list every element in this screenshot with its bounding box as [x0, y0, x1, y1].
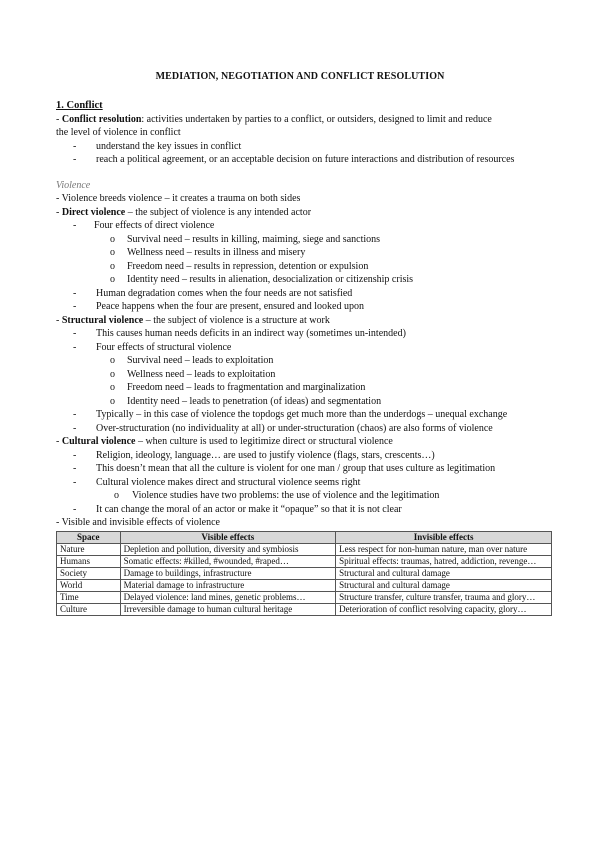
- table-cell: World: [57, 579, 121, 591]
- table-cell: Material damage to infrastructure: [120, 579, 336, 591]
- list-item: - This doesn’t mean that all the culture is violent for one man / group that uses culture as legitimation: [73, 463, 496, 474]
- o-marker: o: [110, 355, 115, 366]
- table-cell: Humans: [57, 555, 121, 567]
- effects-table: [56, 531, 552, 616]
- table-row: [57, 543, 552, 555]
- table-cell: Delayed violence: land mines, genetic problems…: [120, 591, 336, 603]
- table-cell: Structural and cultural damage: [336, 567, 552, 579]
- definition-term: Conflict resolution: [61, 113, 142, 125]
- table-row: [57, 591, 552, 603]
- definition-text: : activities undertaken by parties to a conflict, or outsiders, designed to limit and reduce: [141, 113, 492, 125]
- sub-list-item: o Survival need – results in killing, maiming, siege and sanctions: [110, 233, 381, 245]
- list-item: - reach a political agreement, or an acceptable decision on future interactions and distribution of resources: [73, 154, 515, 165]
- list-item: - Religion, ideology, language… are used to justify violence (flags, stars, crescents…): [73, 449, 435, 461]
- o-marker: o: [110, 395, 115, 407]
- o-marker: o: [110, 382, 115, 393]
- table-cell: Culture: [57, 603, 121, 615]
- header-visible-effects: Visible effects: [120, 531, 336, 543]
- header-space: Space: [57, 531, 121, 543]
- section-heading-conflict: 1. Conflict: [56, 100, 103, 111]
- table-cell: Structural and cultural damage: [336, 579, 552, 591]
- table-row: [57, 567, 552, 579]
- table-cell: Irreversible damage to human cultural heritage: [120, 603, 336, 615]
- sub-list-item: o Identity need – leads to penetration (of ideas) and segmentation: [110, 395, 382, 407]
- violence-heading: Violence: [56, 179, 91, 191]
- dash-marker: -: [73, 503, 77, 515]
- list-item: - This causes human needs deficits in an indirect way (sometimes un-intended): [73, 328, 406, 339]
- document-title: MEDIATION, NEGOTIATION AND CONFLICT RESOLUTION: [155, 71, 445, 82]
- sub-list-item: o Freedom need – results in repression, detention or expulsion: [110, 260, 369, 272]
- visible-invisible-line: - Visible and invisible effects of violence: [56, 517, 220, 528]
- list-item: - It can change the moral of an actor or make it “opaque” so that it is not clear: [73, 503, 402, 515]
- structural-violence-term: Structural violence: [61, 314, 144, 326]
- definition-continuation: the level of violence in conflict: [56, 127, 181, 138]
- sub-list-item: o Identity need – results in alienation, desocialization or citizenship crisis: [110, 274, 414, 285]
- document-body: [56, 99, 552, 616]
- o-marker: o: [110, 247, 115, 258]
- dash-marker: -: [73, 154, 77, 165]
- table-row: [57, 555, 552, 567]
- table-cell: Less respect for non-human nature, man over nature: [336, 543, 552, 555]
- sub-list-item: o Wellness need – leads to exploitation: [110, 368, 276, 380]
- list-item: - Four effects of direct violence: [73, 220, 215, 231]
- table-cell: Society: [57, 567, 121, 579]
- table-cell: Depletion and pollution, diversity and symbiosis: [120, 543, 336, 555]
- sub-list-item: o Freedom need – leads to fragmentation and marginalization: [110, 382, 366, 393]
- dash-marker: -: [73, 463, 77, 474]
- sub-list-item: o Violence studies have two problems: the use of violence and the legitimation: [114, 490, 440, 501]
- violence-breeds-line: - Violence breeds violence – it creates a trauma on both sides: [56, 193, 301, 204]
- header-invisible-effects: Invisible effects: [336, 531, 552, 543]
- table-cell: Spiritual effects: traumas, hatred, addiction, revenge…: [336, 555, 552, 567]
- table-cell: Deterioration of conflict resolving capacity, glory…: [336, 603, 552, 615]
- cultural-violence-term: Cultural violence: [61, 436, 136, 447]
- dash-marker: -: [73, 341, 77, 353]
- list-item: - Peace happens when the four are present, ensured and looked upon: [73, 301, 364, 312]
- dash-marker: -: [73, 301, 77, 312]
- dash-marker: -: [73, 220, 77, 231]
- o-marker: o: [110, 274, 115, 285]
- list-item: - understand the key issues in conflict: [73, 140, 242, 152]
- definition-prefix: -: [56, 113, 62, 125]
- list-item: - Human degradation comes when the four needs are not satisfied: [73, 287, 353, 299]
- sub-list-item: o Survival need – leads to exploitation: [110, 355, 274, 366]
- dash-marker: -: [73, 328, 77, 339]
- cultural-violence-line: - Cultural violence – when culture is used to legitimize direct or structural violence: [56, 436, 393, 447]
- table-cell: Structure transfer, culture transfer, trauma and glory…: [336, 591, 552, 603]
- table-cell: Damage to buildings, infrastructure: [120, 567, 336, 579]
- dash-marker: -: [73, 140, 77, 152]
- direct-violence-term: Direct violence: [61, 206, 126, 218]
- dash-marker: -: [73, 287, 77, 299]
- table-cell: Nature: [57, 543, 121, 555]
- direct-violence-line: - Direct violence – the subject of violence is any intended actor: [56, 206, 312, 218]
- table-header-row: [57, 531, 552, 543]
- o-marker: o: [110, 368, 115, 380]
- dash-marker: -: [73, 476, 77, 488]
- list-item: - Four effects of structural violence: [73, 341, 232, 353]
- list-item: - Cultural violence makes direct and structural violence seems right: [73, 476, 361, 488]
- o-marker: o: [110, 233, 115, 245]
- table-cell: Somatic effects: #killed, #wounded, #raped…: [120, 555, 336, 567]
- list-item: - Over-structuration (no individuality at all) or under-structuration (chaos) are also forms of violence: [73, 422, 493, 434]
- spacer: [56, 167, 552, 179]
- table-row: [57, 579, 552, 591]
- o-marker: o: [110, 260, 115, 272]
- table-cell: Time: [57, 591, 121, 603]
- table-row: [57, 603, 552, 615]
- o-marker: o: [114, 490, 119, 501]
- dash-marker: -: [73, 409, 77, 420]
- dash-marker: -: [73, 422, 77, 434]
- conflict-resolution-definition: [56, 113, 552, 127]
- list-item: - Typically – in this case of violence the topdogs get much more than the underdogs – unequal exchange: [73, 409, 508, 420]
- dash-marker: -: [73, 449, 77, 461]
- structural-violence-line: - Structural violence – the subject of violence is a structure at work: [56, 314, 330, 326]
- sub-list-item: o Wellness need – results in illness and misery: [110, 247, 306, 258]
